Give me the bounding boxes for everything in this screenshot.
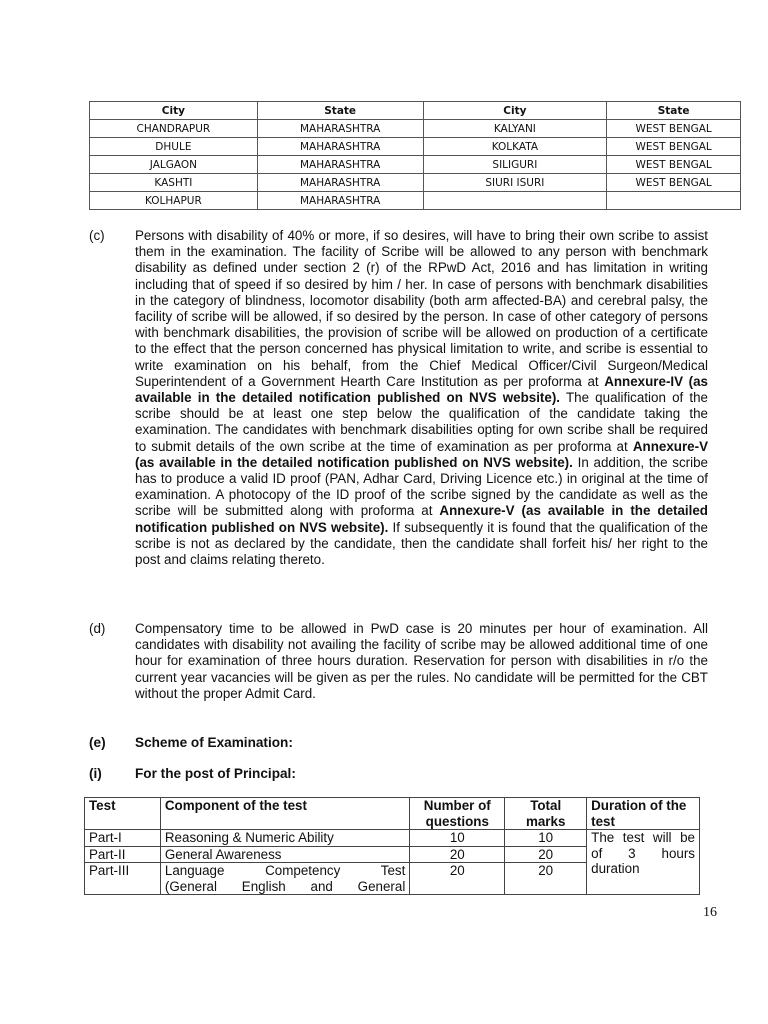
page-number: 16	[703, 905, 717, 920]
component-line: Language Competency Test	[164, 863, 406, 878]
table-cell: WEST BENGAL	[607, 156, 741, 174]
col-header-city: City	[90, 102, 258, 120]
col-header-state: State	[607, 102, 741, 120]
table-cell: WEST BENGAL	[607, 120, 741, 138]
test-part: Part-I	[85, 830, 161, 847]
table-cell: CHANDRAPUR	[90, 120, 258, 138]
table-cell: MAHARASHTRA	[257, 156, 423, 174]
table-cell: KOLKATA	[423, 138, 607, 156]
table-cell	[607, 192, 741, 210]
table-cell: MAHARASHTRA	[257, 138, 423, 156]
paragraph-text: Compensatory time to be allowed in PwD case is 20 minutes per hour of examination. All candidates with disability not availing the facility of scribe may be allowed additional time of one hour for examination of three hours duration. Reservation for person with disabilities in r/o the current year vacancies will be given as per the rules. No candidate will be permitted for the CBT without the proper Admit Card.	[135, 621, 708, 701]
test-component: Reasoning & Numeric Ability	[160, 830, 409, 847]
table-row	[90, 138, 741, 156]
test-component	[160, 863, 409, 895]
table-cell: MAHARASHTRA	[257, 174, 423, 192]
col-header-city: City	[423, 102, 607, 120]
table-row	[90, 120, 741, 138]
table-cell: WEST BENGAL	[607, 174, 741, 192]
question-count: 20	[410, 863, 505, 895]
col-header-component: Component of the test	[160, 798, 409, 830]
list-marker: (e)	[89, 735, 106, 750]
list-marker: (c)	[89, 228, 105, 243]
col-header-duration: Duration of the test	[587, 798, 700, 830]
table-row	[90, 174, 741, 192]
table-row	[90, 156, 741, 174]
test-duration: The test will be of 3 hours duration	[587, 830, 700, 895]
total-marks: 10	[505, 830, 587, 847]
table-cell: KOLHAPUR	[90, 192, 258, 210]
component-line: (General English and General	[164, 878, 406, 894]
table-cell: MAHARASHTRA	[257, 120, 423, 138]
question-count: 10	[410, 830, 505, 847]
test-part: Part-III	[85, 863, 161, 895]
table-cell: JALGAON	[90, 156, 258, 174]
table-cell: DHULE	[90, 138, 258, 156]
paragraph-text: Persons with disability of 40% or more, if so desires, will have to bring their own scribe to assist them in the examination. The facility of Scribe will be allowed to any person with benchmark disability as defined under section 2 (r) of the RPwD Act, 2016 and has limitation in writing including that of speed if so desired by him / her. In case of persons with benchmark disabilities in the category of blindness, locomotor disability (both arm affected-BA) and cerebral palsy, the facility of scribe will be allowed, if so desired by the person. In case of other category of persons with benchmark disabilities, the provision of scribe will be allowed on production of a certificate to the effect that the person concerned has physical limitation to write, and scribe is essential to write examination on his behalf, from the Chief Medical Officer/Civil Surgeon/Medical Superintendent of a Government Hearth Care Institution as per proforma at Annexure-IV (as available in the detailed notification published on NVS website). The qualification of the scribe should be at least one step below the qualification of the candidate taking the examination. The candidates with benchmark disabilities opting for own scribe shall be required to submit details of the own scribe at the time of examination as per proforma at Annexure-V (as available in the detailed notification published on NVS website). In addition, the scribe has to produce a valid ID proof (PAN, Adhar Card, Driving Licence etc.) in original at the time of examination. A photocopy of the ID proof of the scribe signed by the candidate as well as the scribe will be submitted along with proforma at Annexure-V (as available in the detailed notification published on NVS website). If subsequently it is found that the qualification of the scribe is not as declared by the candidate, then the candidate shall forfeit his/ her right to the post and claims relating thereto.	[135, 228, 709, 568]
col-header-test: Test	[85, 798, 161, 830]
table-cell: MAHARASHTRA	[257, 192, 423, 210]
table-cell	[423, 192, 607, 210]
col-header-state: State	[257, 102, 423, 120]
table-cell: WEST BENGAL	[607, 138, 741, 156]
test-component: General Awareness	[160, 846, 409, 863]
exam-table-header-row	[85, 798, 700, 830]
heading-text: For the post of Principal:	[135, 766, 296, 781]
table-row	[90, 192, 741, 210]
list-marker: (i)	[89, 766, 102, 781]
table-row	[85, 830, 700, 847]
total-marks: 20	[505, 846, 587, 863]
total-marks: 20	[505, 863, 587, 895]
test-part: Part-II	[85, 846, 161, 863]
exam-scheme-table	[84, 797, 700, 895]
table-cell: KALYANI	[423, 120, 607, 138]
table-cell: SILIGURI	[423, 156, 607, 174]
table-cell: KASHTI	[90, 174, 258, 192]
col-header-questions: Number of questions	[410, 798, 505, 830]
table-cell: SIURI ISURI	[423, 174, 607, 192]
city-state-table	[89, 101, 741, 210]
city-table-header-row	[90, 102, 741, 120]
question-count: 20	[410, 846, 505, 863]
heading-text: Scheme of Examination:	[135, 735, 293, 750]
col-header-marks: Total marks	[505, 798, 587, 830]
list-marker: (d)	[89, 621, 106, 636]
